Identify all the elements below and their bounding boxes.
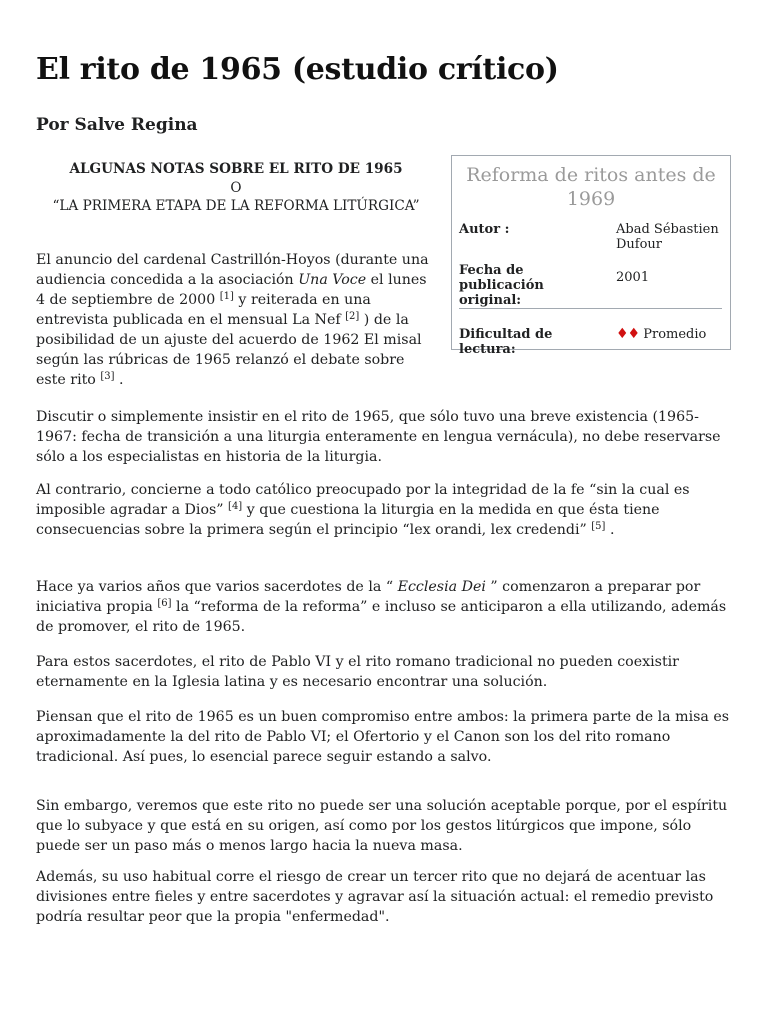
p1-text-a: El anuncio del cardenal Castrillón-Hoyos (durante una audiencia concedida a la asociación [36,252,429,288]
p3-text-a: Al contrario, concierne a todo católico preocupado por la integridad de la fe “sin la cual es imposible agradar a Dios” [36,482,690,518]
paragraph-5: Para estos sacerdotes, el rito de Pablo VI y el rito romano tradicional no pueden coexistir eternamente en la Iglesia latina y es necesario encontrar una solución. [36,654,679,690]
infobox-author-label: Autor : [459,222,510,237]
footnote-ref-2[interactable]: [2] [345,311,360,322]
p3-text-c: . [605,522,615,538]
paragraph-1 [36,250,436,390]
infobox-date-label: Fecha de publicación original: [459,263,544,308]
footnote-ref-3[interactable]: [3] [100,371,115,382]
infobox-author-value: Abad Sébastien Dufour [616,222,719,252]
infobox-difficulty-label: Dificultad de lectura: [459,327,553,357]
p1-text-b: el lunes 4 de septiembre de 2000 [36,272,427,308]
paragraph-3 [36,480,736,540]
p1-text-e: . [114,372,124,388]
paragraph-6: Piensan que el rito de 1965 es un buen compromiso entre ambos: la primera parte de la misa es aproximadamente la del rito de Pablo VI; el Ofertorio y el Canon son los del rito romano tradicional. Así pues, lo esencial parece seguir estando a salvo. [36,709,730,765]
p1-text-d: ) de la posibilidad de un ajuste del acuerdo de 1962 El misal según las rúbricas de 1965 relanzó el debate sobre este rito [36,312,422,388]
footnote-ref-1[interactable]: [1] [219,291,234,302]
p4-text-c: la “reforma de la reforma” e incluso se anticiparon a ella utilizando, además de promover, el rito de 1965. [36,599,727,635]
paragraph-8: Además, su uso habitual corre el riesgo de crear un tercer rito que no dejará de acentuar las divisiones entre fieles y entre sacerdotes y agravar así la situación actual: el remedio previsto podría resultar peor que la propia "enfermedad". [36,869,714,925]
article-author: Por Salve Regina [36,115,198,135]
p3-text-b: y que cuestiona la liturgia en la medida en que ésta tiene consecuencias sobre la primera según el principio “lex orandi, lex credendi” [36,502,660,538]
intro-heading-line2: O [230,179,242,196]
intro-heading-line1: ALGUNAS NOTAS SOBRE EL RITO DE 1965 [69,161,403,177]
diamond-rating-icon: ♦♦ [616,326,640,342]
infobox-title: Reforma de ritos antes de 1969 [466,164,716,210]
infobox-divider [459,308,722,309]
footnote-ref-6[interactable]: [6] [157,598,172,609]
intro-heading [36,160,436,216]
intro-heading-line3: “LA PRIMERA ETAPA DE LA REFORMA LITÚRGICA” [52,198,420,214]
footnote-ref-5[interactable]: [5] [591,521,606,532]
p4-text-b: ” comenzaron a preparar por iniciativa propia [36,579,701,615]
page-title: El rito de 1965 (estudio crítico) [36,52,559,87]
p1-text-c: y reiterada en una entrevista publicada en el mensual La Nef [36,292,371,328]
paragraph-7: Sin embargo, veremos que este rito no puede ser una solución aceptable porque, por el espíritu que lo subyace y que está en su origen, así como por los gestos litúrgicos que impone, sólo puede ser un paso más o menos largo hacia la nueva masa. [36,798,728,854]
paragraph-4 [36,577,736,637]
infobox-difficulty-value-wrap [616,327,736,342]
infobox [451,155,731,357]
p4-emphasis: Ecclesia Dei [397,579,486,595]
paragraph-2: Discutir o simplemente insistir en el rito de 1965, que sólo tuvo una breve existencia (1965-1967: fecha de transición a una liturgia enteramente en lengua vernácula), no debe reservarse sólo a los especialistas en historia de la liturgia. [36,409,721,465]
infobox-date-value: 2001 [616,270,650,285]
infobox-difficulty-value: Promedio [643,327,707,342]
footnote-ref-4[interactable]: [4] [228,501,243,512]
p4-text-a: Hace ya varios años que varios sacerdotes de la “ [36,579,398,595]
p1-emphasis: Una Voce [298,272,367,288]
